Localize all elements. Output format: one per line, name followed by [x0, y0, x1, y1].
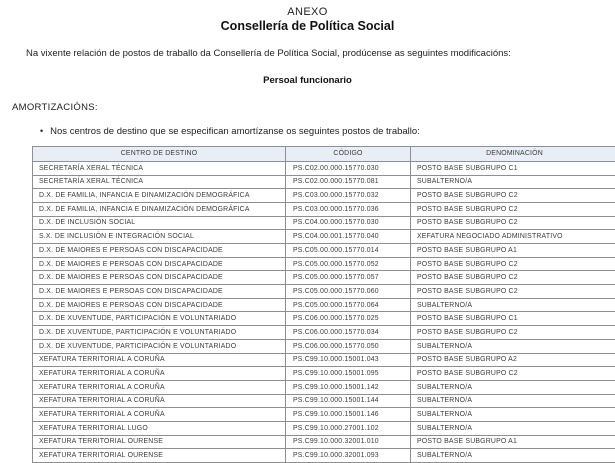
block-heading: AMORTIZACIÓNS: [12, 102, 615, 113]
page-title: ANEXO [0, 6, 615, 18]
table-cell-codigo: PS.C05.00.000.15770.052 [286, 257, 411, 271]
table-cell-codigo: PS.C03.00.000.15770.036 [286, 202, 411, 216]
table-cell-codigo: PS.C02.00.000.15770.081 [286, 175, 411, 189]
table-row [33, 230, 615, 244]
table-row [33, 421, 615, 435]
table-cell-denominacion: POSTO BASE SUBGRUPO C2 [411, 285, 615, 299]
table-row [33, 216, 615, 230]
table-cell-denominacion: SUBALTERNO/A [411, 380, 615, 394]
table-cell-denominacion: POSTO BASE SUBGRUPO A2 [411, 353, 615, 367]
table-row [33, 326, 615, 340]
table-cell-denominacion: POSTO BASE SUBGRUPO C1 [411, 312, 615, 326]
table-cell-centro-de-destino: XEFATURA TERRITORIAL OURENSE [33, 449, 286, 463]
table-row [33, 189, 615, 203]
table-cell-centro-de-destino: XEFATURA TERRITORIAL LUGO [33, 421, 286, 435]
table-cell-denominacion: POSTO BASE SUBGRUPO C2 [411, 257, 615, 271]
table-cell-denominacion: POSTO BASE SUBGRUPO C2 [411, 271, 615, 285]
table-row [33, 257, 615, 271]
table-cell-centro-de-destino: XEFATURA TERRITORIAL A CORUÑA [33, 353, 286, 367]
table-cell-centro-de-destino: D.X. DE FAMILIA, INFANCIA E DINAMIZACIÓN DEMOGRÁFICA [33, 189, 286, 203]
page-subtitle: Consellería de Política Social [0, 19, 615, 33]
table-cell-centro-de-destino: XEFATURA TERRITORIAL OURENSE [33, 435, 286, 449]
bullet-text: Nos centros de destino que se especifican amortízanse os seguintes postos de traballo: [50, 126, 420, 137]
table-cell-centro-de-destino: XEFATURA TERRITORIAL A CORUÑA [33, 367, 286, 381]
table-cell-centro-de-destino: XEFATURA TERRITORIAL A CORUÑA [33, 394, 286, 408]
table-row [33, 298, 615, 312]
table-row [33, 244, 615, 258]
table-cell-denominacion: SUBALTERNO/A [411, 175, 615, 189]
table-cell-centro-de-destino: XEFATURA TERRITORIAL A CORUÑA [33, 380, 286, 394]
table-cell-centro-de-destino: D.X. DE XUVENTUDE, PARTICIPACIÓN E VOLUNTARIADO [33, 339, 286, 353]
table-cell-codigo: PS.C03.00.000.15770.032 [286, 189, 411, 203]
table-cell-codigo: PS.C99.10.000.15001.095 [286, 367, 411, 381]
table-cell-denominacion: SUBALTERNO/A [411, 339, 615, 353]
table-cell-centro-de-destino: D.X. DE MAIORES E PERSOAS CON DISCAPACIDADE [33, 271, 286, 285]
table-body [33, 161, 615, 462]
table-cell-denominacion: SUBALTERNO/A [411, 421, 615, 435]
table-cell-centro-de-destino: D.X. DE MAIORES E PERSOAS CON DISCAPACIDADE [33, 298, 286, 312]
table-cell-centro-de-destino: D.X. DE INCLUSIÓN SOCIAL [33, 216, 286, 230]
table-cell-denominacion: SUBALTERNO/A [411, 394, 615, 408]
table-row [33, 202, 615, 216]
table-row [33, 367, 615, 381]
table-row [33, 285, 615, 299]
table-cell-codigo: PS.C06.00.000.15770.050 [286, 339, 411, 353]
table-cell-denominacion: SUBALTERNO/A [411, 449, 615, 463]
bullet-item [40, 126, 615, 137]
intro-paragraph: Na vixente relación de postos de traballo da Consellería de Política Social, prodúcense as seguintes modificacións: [26, 48, 589, 60]
table-row [33, 161, 615, 175]
table-cell-centro-de-destino: D.X. DE MAIORES E PERSOAS CON DISCAPACIDADE [33, 285, 286, 299]
table-cell-centro-de-destino: D.X. DE MAIORES E PERSOAS CON DISCAPACIDADE [33, 244, 286, 258]
section-heading: Persoal funcionario [0, 75, 615, 86]
table-cell-codigo: PS.C99.10.000.15001.144 [286, 394, 411, 408]
table-cell-centro-de-destino: D.X. DE XUVENTUDE, PARTICIPACIÓN E VOLUNTARIADO [33, 326, 286, 340]
table-header [33, 146, 615, 161]
table-cell-denominacion: POSTO BASE SUBGRUPO C2 [411, 189, 615, 203]
table-cell-codigo: PS.C99.10.000.27001.102 [286, 421, 411, 435]
table-cell-denominacion: SUBALTERNO/A [411, 408, 615, 422]
table-cell-denominacion: POSTO BASE SUBGRUPO C2 [411, 202, 615, 216]
table-cell-denominacion: POSTO BASE SUBGRUPO A1 [411, 435, 615, 449]
table-row [33, 408, 615, 422]
table-cell-denominacion: POSTO BASE SUBGRUPO A1 [411, 244, 615, 258]
table-row [33, 394, 615, 408]
table-row [33, 339, 615, 353]
table-cell-centro-de-destino: S.X. DE INCLUSIÓN E INTEGRACIÓN SOCIAL [33, 230, 286, 244]
table-cell-denominacion: POSTO BASE SUBGRUPO C2 [411, 326, 615, 340]
table-cell-codigo: PS.C06.00.000.15770.025 [286, 312, 411, 326]
table-cell-codigo: PS.C05.00.000.15770.060 [286, 285, 411, 299]
table-cell-denominacion: POSTO BASE SUBGRUPO C2 [411, 216, 615, 230]
table-header-row [33, 146, 615, 161]
table-cell-codigo: PS.C04.00.001.15770.040 [286, 230, 411, 244]
table-row [33, 353, 615, 367]
table-cell-codigo: PS.C05.00.000.15770.057 [286, 271, 411, 285]
table-row [33, 449, 615, 463]
table-row [33, 271, 615, 285]
table-cell-denominacion: XEFATURA NEGOCIADO ADMINISTRATIVO [411, 230, 615, 244]
table-row [33, 175, 615, 189]
table-cell-centro-de-destino: D.X. DE FAMILIA, INFANCIA E DINAMIZACIÓN DEMOGRÁFICA [33, 202, 286, 216]
table-cell-codigo: PS.C06.00.000.15770.034 [286, 326, 411, 340]
bullet-marker: • [40, 127, 43, 136]
col-header-denominacion: DENOMINACIÓN [411, 146, 615, 161]
table-cell-centro-de-destino: D.X. DE MAIORES E PERSOAS CON DISCAPACIDADE [33, 257, 286, 271]
table-cell-codigo: PS.C99.10.000.15001.142 [286, 380, 411, 394]
table-row [33, 380, 615, 394]
table-cell-denominacion: POSTO BASE SUBGRUPO C2 [411, 367, 615, 381]
table-cell-denominacion: POSTO BASE SUBGRUPO C1 [411, 161, 615, 175]
table-row [33, 312, 615, 326]
table-cell-codigo: PS.C99.10.000.32001.010 [286, 435, 411, 449]
table-cell-centro-de-destino: SECRETARÍA XERAL TÉCNICA [33, 161, 286, 175]
table-cell-codigo: PS.C05.00.000.15770.064 [286, 298, 411, 312]
document [0, 6, 615, 463]
table-cell-denominacion: SUBALTERNO/A [411, 298, 615, 312]
table-cell-centro-de-destino: XEFATURA TERRITORIAL A CORUÑA [33, 408, 286, 422]
posts-table [32, 146, 615, 463]
table-cell-codigo: PS.C99.10.000.15001.146 [286, 408, 411, 422]
table-row [33, 435, 615, 449]
table-cell-codigo: PS.C04.00.000.15770.030 [286, 216, 411, 230]
table-cell-centro-de-destino: D.X. DE XUVENTUDE, PARTICIPACIÓN E VOLUNTARIADO [33, 312, 286, 326]
table-cell-centro-de-destino: SECRETARÍA XERAL TÉCNICA [33, 175, 286, 189]
col-header-centro-de-destino: CENTRO DE DESTINO [33, 146, 286, 161]
table-cell-codigo: PS.C05.00.000.15770.014 [286, 244, 411, 258]
col-header-codigo: CÓDIGO [286, 146, 411, 161]
table-cell-codigo: PS.C02.00.000.15770.030 [286, 161, 411, 175]
table-cell-codigo: PS.C99.10.000.32001.093 [286, 449, 411, 463]
table-cell-codigo: PS.C99.10.000.15001.043 [286, 353, 411, 367]
